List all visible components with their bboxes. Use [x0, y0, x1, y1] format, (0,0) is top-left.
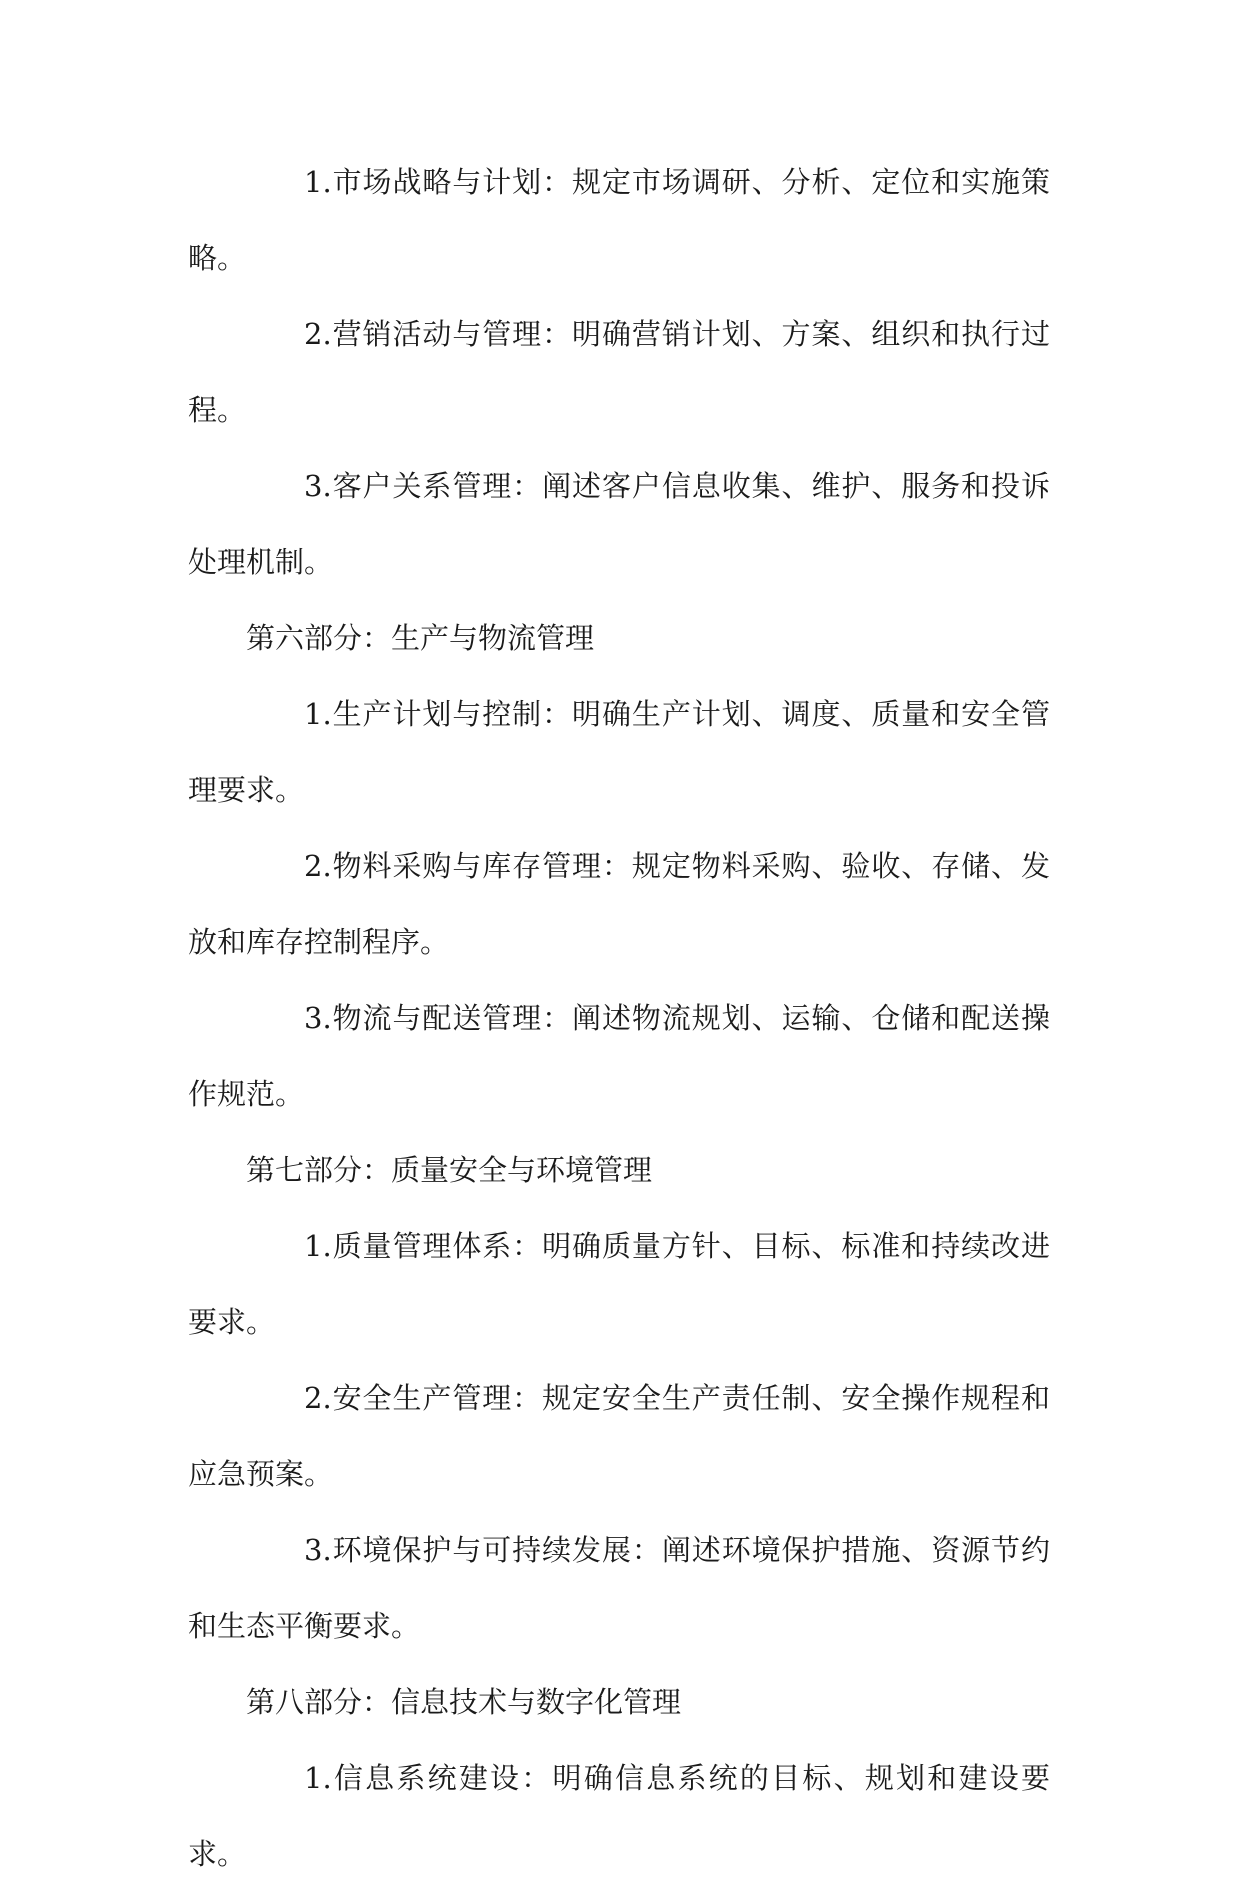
item-number: 2. — [304, 317, 332, 351]
document-body — [188, 144, 1050, 1892]
list-item-safety — [188, 1360, 1050, 1512]
list-item-production-plan — [188, 676, 1050, 828]
item-number: 3. — [304, 1001, 332, 1035]
item-text: 环境保护与可持续发展：阐述环境保护措施、资源节约和生态平衡要求。 — [188, 1533, 1050, 1643]
item-number: 1. — [304, 1761, 332, 1795]
item-text: 物料采购与库存管理：规定物料采购、验收、存储、发放和库存控制程序。 — [188, 849, 1050, 959]
list-item-customer-relations — [188, 448, 1050, 600]
item-number: 1. — [304, 1229, 332, 1263]
item-text: 信息系统建设：明确信息系统的目标、规划和建设要求。 — [188, 1761, 1050, 1871]
item-number: 3. — [304, 1533, 332, 1567]
item-text: 客户关系管理：阐述客户信息收集、维护、服务和投诉处理机制。 — [188, 469, 1050, 579]
list-item-procurement — [188, 828, 1050, 980]
list-item-environment — [188, 1512, 1050, 1664]
list-item-quality-system — [188, 1208, 1050, 1360]
item-text: 物流与配送管理：阐述物流规划、运输、仓储和配送操作规范。 — [188, 1001, 1050, 1111]
item-number: 1. — [304, 697, 332, 731]
item-text: 生产计划与控制：明确生产计划、调度、质量和安全管理要求。 — [188, 697, 1050, 807]
heading-text: 第七部分：质量安全与环境管理 — [246, 1153, 653, 1187]
list-item-marketing — [188, 296, 1050, 448]
section-heading-part-6 — [188, 600, 1050, 676]
item-text: 安全生产管理：规定安全生产责任制、安全操作规程和应急预案。 — [188, 1381, 1050, 1491]
item-number: 1. — [304, 165, 332, 199]
heading-text: 第八部分：信息技术与数字化管理 — [246, 1685, 682, 1719]
section-heading-part-7 — [188, 1132, 1050, 1208]
item-number: 2. — [304, 1381, 332, 1415]
heading-text: 第六部分：生产与物流管理 — [246, 621, 595, 655]
list-item-market-strategy — [188, 144, 1050, 296]
item-text: 营销活动与管理：明确营销计划、方案、组织和执行过程。 — [188, 317, 1050, 427]
list-item-info-system — [188, 1740, 1050, 1892]
item-text: 市场战略与计划：规定市场调研、分析、定位和实施策略。 — [188, 165, 1050, 275]
list-item-logistics — [188, 980, 1050, 1132]
item-number: 2. — [304, 849, 332, 883]
section-heading-part-8 — [188, 1664, 1050, 1740]
item-number: 3. — [304, 469, 332, 503]
item-text: 质量管理体系：明确质量方针、目标、标准和持续改进要求。 — [188, 1229, 1050, 1339]
